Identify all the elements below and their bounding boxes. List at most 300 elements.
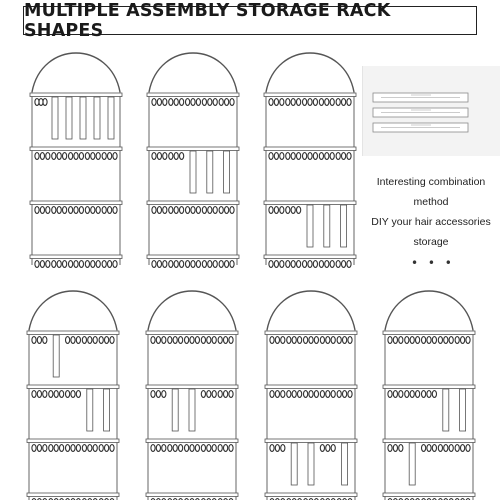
rack-bar: [30, 201, 122, 205]
hair-tie-ring: [195, 445, 199, 452]
hair-tie-ring: [319, 99, 323, 106]
hair-tie-ring: [76, 391, 80, 398]
hair-tie-ring: [348, 337, 352, 344]
hair-tie-ring: [88, 337, 92, 344]
hair-tie-ring: [52, 207, 56, 214]
rack-bar: [30, 147, 122, 151]
hair-tie-ring: [113, 261, 117, 268]
hair-tie-ring: [63, 207, 67, 214]
hair-tie-ring: [319, 261, 323, 268]
hair-tie-ring: [186, 261, 190, 268]
hair-tie-ring: [330, 261, 334, 268]
hair-tie-ring: [308, 261, 312, 268]
hair-tie-ring: [180, 261, 184, 268]
hair-tie-ring: [102, 207, 106, 214]
rack-bar: [27, 439, 119, 443]
hair-tie-ring: [286, 99, 290, 106]
hair-tie-ring: [49, 391, 53, 398]
hair-tie-ring: [66, 445, 70, 452]
hair-tie-ring: [76, 445, 80, 452]
hair-tie-ring: [336, 261, 340, 268]
hanging-strap: [342, 443, 348, 485]
rack-parts-panel: [362, 66, 500, 156]
hair-tie-ring: [275, 337, 279, 344]
hair-tie-ring: [191, 207, 195, 214]
hair-tie-ring: [432, 391, 436, 398]
hair-tie-ring: [416, 337, 420, 344]
hair-tie-ring: [281, 391, 285, 398]
hair-tie-ring: [303, 261, 307, 268]
hair-tie-ring: [201, 337, 205, 344]
hair-tie-ring: [297, 207, 301, 214]
hair-tie-ring: [207, 391, 211, 398]
rack-bar: [30, 255, 122, 259]
hair-tie-ring: [202, 261, 206, 268]
hair-tie-ring: [202, 207, 206, 214]
hair-tie-ring: [337, 391, 341, 398]
hair-tie-ring: [219, 261, 223, 268]
hair-tie-ring: [388, 445, 392, 452]
hair-tie-ring: [444, 337, 448, 344]
hair-tie-ring: [37, 391, 41, 398]
hanging-strap: [87, 389, 93, 431]
hair-tie-ring: [347, 99, 351, 106]
hair-tie-ring: [270, 445, 274, 452]
hair-tie-ring: [91, 153, 95, 160]
rack-bar: [264, 147, 356, 151]
hair-tie-ring: [169, 261, 173, 268]
hair-tie-ring: [229, 445, 233, 452]
hair-tie-ring: [37, 445, 41, 452]
hair-tie-ring: [180, 207, 184, 214]
hanging-wire: [149, 53, 237, 92]
hair-tie-ring: [63, 153, 67, 160]
hair-tie-ring: [35, 207, 39, 214]
hair-tie-ring: [275, 445, 279, 452]
hair-tie-ring: [163, 153, 167, 160]
hair-tie-ring: [152, 207, 156, 214]
hair-tie-ring: [60, 391, 64, 398]
hair-tie-ring: [191, 99, 195, 106]
rack-shape-5: [146, 291, 238, 500]
hair-tie-ring: [46, 261, 50, 268]
hair-tie-ring: [213, 207, 217, 214]
hair-tie-ring: [336, 153, 340, 160]
hair-tie-ring: [201, 445, 205, 452]
hair-tie-ring: [105, 337, 109, 344]
rack-bar: [147, 201, 239, 205]
hair-tie-ring: [320, 337, 324, 344]
hair-tie-ring: [326, 391, 330, 398]
hanging-strap: [66, 97, 72, 139]
hair-tie-ring: [54, 445, 58, 452]
hair-tie-ring: [174, 261, 178, 268]
hair-tie-ring: [52, 261, 56, 268]
hair-tie-ring: [286, 261, 290, 268]
hanging-strap: [224, 151, 230, 193]
hair-tie-ring: [174, 207, 178, 214]
hair-tie-ring: [88, 445, 92, 452]
hair-tie-ring: [96, 261, 100, 268]
hair-tie-ring: [219, 207, 223, 214]
hair-tie-ring: [185, 337, 189, 344]
rack-bar: [264, 255, 356, 259]
hair-tie-ring: [79, 261, 83, 268]
rack-bar: [146, 439, 238, 443]
hair-tie-ring: [201, 391, 205, 398]
hair-tie-ring: [449, 337, 453, 344]
hair-tie-ring: [185, 445, 189, 452]
hair-tie-ring: [225, 261, 229, 268]
hair-tie-ring: [35, 261, 39, 268]
hair-tie-ring: [343, 391, 347, 398]
hair-tie-ring: [432, 445, 436, 452]
hair-tie-ring: [69, 207, 73, 214]
hair-tie-ring: [393, 337, 397, 344]
hair-tie-ring: [320, 445, 324, 452]
hair-tie-ring: [162, 337, 166, 344]
hair-tie-ring: [69, 261, 73, 268]
hair-tie-ring: [270, 337, 274, 344]
hair-tie-ring: [207, 445, 211, 452]
hair-tie-ring: [168, 445, 172, 452]
hair-tie-ring: [151, 337, 155, 344]
hanging-strap: [94, 97, 100, 139]
hair-tie-ring: [309, 337, 313, 344]
hair-tie-ring: [207, 337, 211, 344]
hair-tie-ring: [326, 337, 330, 344]
rack-bar: [27, 331, 119, 335]
hair-tie-ring: [399, 391, 403, 398]
description-line-1: Interesting combination: [376, 176, 486, 188]
hair-tie-ring: [304, 391, 308, 398]
hair-tie-ring: [230, 207, 234, 214]
hair-tie-ring: [93, 445, 97, 452]
hair-tie-ring: [49, 445, 53, 452]
hanging-strap: [189, 389, 195, 431]
hair-tie-ring: [218, 445, 222, 452]
hair-tie-ring: [280, 99, 284, 106]
hair-tie-ring: [71, 445, 75, 452]
hanging-wire: [385, 291, 473, 330]
hair-tie-ring: [326, 445, 330, 452]
hair-tie-ring: [202, 99, 206, 106]
hanging-strap: [207, 151, 213, 193]
hair-tie-ring: [280, 207, 284, 214]
rack-bar: [383, 493, 475, 497]
rack-shape-4: [27, 291, 119, 500]
hair-tie-ring: [393, 445, 397, 452]
hair-tie-ring: [66, 337, 70, 344]
hair-tie-ring: [275, 391, 279, 398]
rack-bar: [265, 493, 357, 497]
hair-tie-ring: [304, 337, 308, 344]
hair-tie-ring: [281, 337, 285, 344]
hair-tie-ring: [405, 337, 409, 344]
hair-tie-ring: [99, 337, 103, 344]
hair-tie-ring: [313, 261, 317, 268]
hanging-strap: [190, 151, 196, 193]
hair-tie-ring: [432, 337, 436, 344]
hair-tie-ring: [174, 99, 178, 106]
hair-tie-ring: [69, 153, 73, 160]
hair-tie-ring: [297, 99, 301, 106]
hair-tie-ring: [157, 153, 161, 160]
hair-tie-ring: [190, 337, 194, 344]
hair-tie-ring: [330, 153, 334, 160]
hanging-wire: [148, 291, 236, 330]
hair-tie-ring: [230, 99, 234, 106]
hanging-strap: [52, 97, 58, 139]
hair-tie-ring: [416, 391, 420, 398]
description-line-2: method: [413, 196, 449, 208]
hair-tie-ring: [152, 99, 156, 106]
hair-tie-ring: [308, 99, 312, 106]
rack-shape-6: [265, 291, 357, 500]
hair-tie-ring: [156, 337, 160, 344]
hair-tie-ring: [40, 207, 44, 214]
rack-shape-1: [30, 53, 122, 267]
hanging-wire: [266, 53, 354, 92]
hair-tie-ring: [286, 207, 290, 214]
hair-tie-ring: [85, 261, 89, 268]
rack-bar: [147, 147, 239, 151]
hair-tie-ring: [224, 337, 228, 344]
hair-tie-ring: [229, 337, 233, 344]
hair-tie-ring: [196, 99, 200, 106]
hair-tie-ring: [156, 445, 160, 452]
rack-bar: [265, 439, 357, 443]
hair-tie-ring: [85, 153, 89, 160]
hair-tie-ring: [208, 207, 212, 214]
hair-tie-ring: [325, 99, 329, 106]
hair-tie-ring: [162, 445, 166, 452]
hair-tie-ring: [110, 337, 114, 344]
hanging-strap: [409, 443, 415, 485]
hair-tie-ring: [169, 153, 173, 160]
hair-tie-ring: [113, 153, 117, 160]
hair-tie-ring: [74, 153, 78, 160]
hair-tie-ring: [37, 337, 41, 344]
hair-tie-ring: [179, 445, 183, 452]
hair-tie-ring: [342, 261, 346, 268]
hair-tie-ring: [40, 153, 44, 160]
hair-tie-ring: [208, 99, 212, 106]
hair-tie-ring: [82, 337, 86, 344]
hair-tie-ring: [280, 153, 284, 160]
page-title: MULTIPLE ASSEMBLY STORAGE RACK SHAPES: [23, 6, 477, 35]
rack-bar: [30, 93, 122, 97]
hair-tie-ring: [32, 337, 36, 344]
hanging-strap: [104, 389, 110, 431]
description-line-3: DIY your hair accessories: [371, 216, 491, 228]
hair-tie-ring: [163, 207, 167, 214]
hair-tie-ring: [342, 153, 346, 160]
hanging-wire: [29, 291, 117, 330]
hair-tie-ring: [60, 445, 64, 452]
hanging-strap: [308, 443, 314, 485]
hair-tie-ring: [218, 391, 222, 398]
hair-tie-ring: [152, 261, 156, 268]
hair-tie-ring: [342, 99, 346, 106]
rack-bar: [146, 331, 238, 335]
hanging-strap: [53, 335, 59, 377]
hair-tie-ring: [85, 207, 89, 214]
hair-tie-ring: [71, 337, 75, 344]
hair-tie-ring: [91, 207, 95, 214]
hair-tie-ring: [186, 207, 190, 214]
hair-tie-ring: [274, 207, 278, 214]
hair-tie-ring: [43, 391, 47, 398]
hair-tie-ring: [466, 445, 470, 452]
hair-tie-ring: [270, 391, 274, 398]
hair-tie-ring: [313, 99, 317, 106]
hair-tie-ring: [330, 99, 334, 106]
hair-tie-ring: [224, 391, 228, 398]
rack-bar: [147, 255, 239, 259]
hanging-strap: [460, 389, 466, 431]
hair-tie-ring: [74, 261, 78, 268]
hair-tie-ring: [208, 261, 212, 268]
hair-tie-ring: [422, 391, 426, 398]
rack-bar: [383, 439, 475, 443]
hair-tie-ring: [298, 391, 302, 398]
hair-tie-ring: [281, 445, 285, 452]
hair-tie-ring: [309, 391, 313, 398]
hair-tie-ring: [108, 261, 112, 268]
rack-bar: [264, 93, 356, 97]
rack-bar: [27, 385, 119, 389]
hanging-strap: [172, 389, 178, 431]
hair-tie-ring: [66, 391, 70, 398]
hair-tie-ring: [96, 207, 100, 214]
hair-tie-ring: [438, 337, 442, 344]
hair-tie-ring: [297, 261, 301, 268]
hair-tie-ring: [151, 391, 155, 398]
hair-tie-ring: [71, 391, 75, 398]
hair-tie-ring: [102, 153, 106, 160]
hair-tie-ring: [46, 153, 50, 160]
hair-tie-ring: [291, 99, 295, 106]
hair-tie-ring: [319, 153, 323, 160]
hair-tie-ring: [179, 337, 183, 344]
hair-tie-ring: [461, 445, 465, 452]
hair-tie-ring: [449, 445, 453, 452]
rack-shape-3: [264, 53, 356, 267]
hair-tie-ring: [405, 391, 409, 398]
rack-bar: [27, 493, 119, 497]
hair-tie-ring: [320, 391, 324, 398]
description-line-4: storage: [413, 236, 449, 248]
rack-bar: [383, 385, 475, 389]
hair-tie-ring: [76, 337, 80, 344]
hair-tie-ring: [157, 207, 161, 214]
hanging-wire: [32, 53, 120, 92]
hanging-strap: [307, 205, 313, 247]
hair-tie-ring: [325, 261, 329, 268]
hair-tie-ring: [174, 153, 178, 160]
hair-tie-ring: [269, 153, 273, 160]
hair-tie-ring: [287, 391, 291, 398]
rack-bar: [264, 201, 356, 205]
ellipsis-dots: • • •: [411, 256, 455, 270]
hair-tie-ring: [212, 445, 216, 452]
hanging-strap: [443, 389, 449, 431]
hair-tie-ring: [105, 445, 109, 452]
hair-tie-ring: [212, 337, 216, 344]
hair-tie-ring: [196, 207, 200, 214]
hair-tie-ring: [46, 207, 50, 214]
hair-tie-ring: [287, 337, 291, 344]
hair-tie-ring: [455, 445, 459, 452]
hair-tie-ring: [180, 99, 184, 106]
hair-tie-ring: [461, 337, 465, 344]
hair-tie-ring: [54, 391, 58, 398]
hair-tie-ring: [196, 261, 200, 268]
hair-tie-ring: [444, 445, 448, 452]
hair-tie-ring: [195, 337, 199, 344]
hair-tie-ring: [399, 445, 403, 452]
hair-tie-ring: [43, 445, 47, 452]
hair-tie-ring: [292, 391, 296, 398]
hair-tie-ring: [173, 445, 177, 452]
hanging-wire: [267, 291, 355, 330]
hair-tie-ring: [180, 153, 184, 160]
hair-tie-ring: [269, 207, 273, 214]
hair-tie-ring: [337, 337, 341, 344]
hair-tie-ring: [298, 337, 302, 344]
hair-tie-ring: [388, 391, 392, 398]
hair-tie-ring: [410, 391, 414, 398]
rack-bar: [265, 331, 357, 335]
hair-tie-ring: [156, 391, 160, 398]
hair-tie-ring: [57, 153, 61, 160]
hanging-strap: [80, 97, 86, 139]
hair-tie-ring: [427, 391, 431, 398]
hair-tie-ring: [79, 207, 83, 214]
hair-tie-ring: [225, 207, 229, 214]
hair-tie-ring: [325, 153, 329, 160]
hair-tie-ring: [82, 445, 86, 452]
hair-tie-ring: [40, 261, 44, 268]
hair-tie-ring: [291, 207, 295, 214]
hair-tie-ring: [230, 261, 234, 268]
hair-tie-ring: [269, 99, 273, 106]
hair-tie-ring: [79, 153, 83, 160]
rack-bar: [146, 385, 238, 389]
hair-tie-ring: [269, 261, 273, 268]
hair-tie-ring: [343, 337, 347, 344]
hair-tie-ring: [274, 261, 278, 268]
hair-tie-ring: [212, 391, 216, 398]
hair-tie-ring: [157, 261, 161, 268]
hair-tie-ring: [91, 261, 95, 268]
hanging-strap: [341, 205, 347, 247]
hanging-strap: [291, 443, 297, 485]
hair-tie-ring: [96, 153, 100, 160]
hair-tie-ring: [348, 391, 352, 398]
hair-tie-ring: [438, 445, 442, 452]
hair-tie-ring: [303, 99, 307, 106]
rack-bar: [146, 493, 238, 497]
hair-tie-ring: [157, 99, 161, 106]
hair-tie-ring: [292, 337, 296, 344]
hair-tie-ring: [190, 445, 194, 452]
hair-tie-ring: [291, 153, 295, 160]
hair-tie-ring: [110, 445, 114, 452]
hair-tie-ring: [163, 261, 167, 268]
rack-shape-2: [147, 53, 239, 267]
